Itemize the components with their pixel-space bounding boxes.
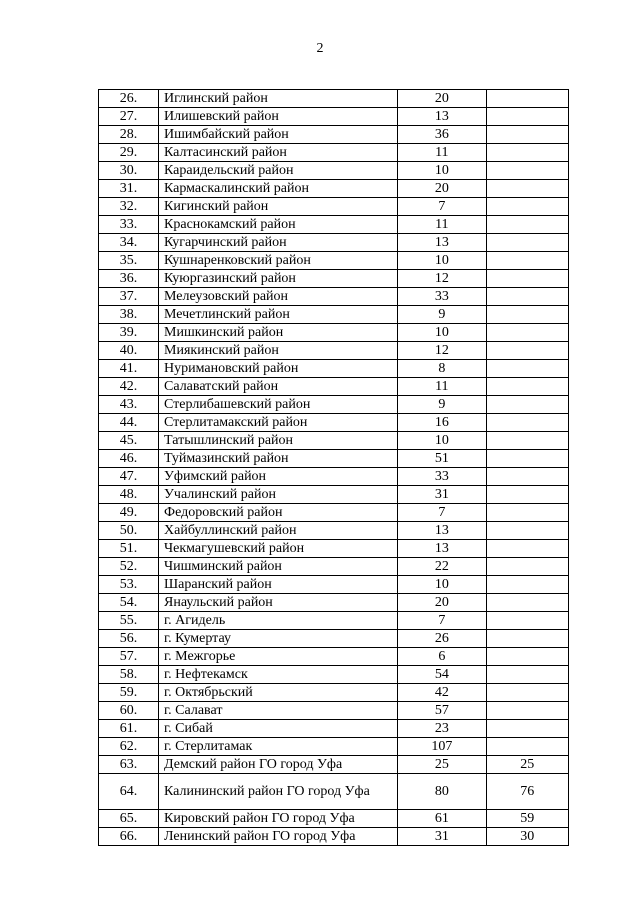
row-number: 26. <box>99 90 159 108</box>
row-district-name: Шаранский район <box>159 576 398 594</box>
table-row <box>99 486 569 504</box>
row-number: 62. <box>99 738 159 756</box>
row-value-1: 13 <box>398 234 487 252</box>
row-value-1: 20 <box>398 90 487 108</box>
row-value-2 <box>486 468 568 486</box>
row-number: 53. <box>99 576 159 594</box>
table-row <box>99 612 569 630</box>
table-row <box>99 558 569 576</box>
row-number: 27. <box>99 108 159 126</box>
row-district-name: Мечетлинский район <box>159 306 398 324</box>
row-number: 52. <box>99 558 159 576</box>
row-value-2 <box>486 720 568 738</box>
row-district-name: Ленинский район ГО город Уфа <box>159 828 398 846</box>
row-value-2 <box>486 702 568 720</box>
row-value-1: 51 <box>398 450 487 468</box>
row-district-name: Федоровский район <box>159 504 398 522</box>
row-number: 50. <box>99 522 159 540</box>
table-row <box>99 576 569 594</box>
table-row <box>99 468 569 486</box>
table-row <box>99 360 569 378</box>
row-value-2: 25 <box>486 756 568 774</box>
row-number: 34. <box>99 234 159 252</box>
row-value-1: 13 <box>398 540 487 558</box>
row-district-name: Стерлибашевский район <box>159 396 398 414</box>
table-row <box>99 180 569 198</box>
table-row <box>99 414 569 432</box>
row-number: 35. <box>99 252 159 270</box>
table-row <box>99 756 569 774</box>
row-value-2 <box>486 504 568 522</box>
row-number: 36. <box>99 270 159 288</box>
row-value-2: 76 <box>486 774 568 810</box>
row-value-1: 107 <box>398 738 487 756</box>
row-value-1: 11 <box>398 378 487 396</box>
row-district-name: г. Салават <box>159 702 398 720</box>
row-value-2: 59 <box>486 810 568 828</box>
row-value-2 <box>486 630 568 648</box>
row-value-1: 54 <box>398 666 487 684</box>
row-district-name: г. Октябрьский <box>159 684 398 702</box>
table-row <box>99 720 569 738</box>
districts-table <box>98 89 569 846</box>
row-value-1: 20 <box>398 594 487 612</box>
row-number: 37. <box>99 288 159 306</box>
row-district-name: Иглинский район <box>159 90 398 108</box>
row-value-2 <box>486 180 568 198</box>
row-district-name: г. Межгорье <box>159 648 398 666</box>
row-value-1: 25 <box>398 756 487 774</box>
row-value-2 <box>486 324 568 342</box>
row-district-name: Стерлитамакский район <box>159 414 398 432</box>
row-number: 42. <box>99 378 159 396</box>
row-value-2 <box>486 234 568 252</box>
table-row <box>99 252 569 270</box>
page-number: 2 <box>316 41 324 56</box>
row-value-1: 10 <box>398 576 487 594</box>
row-value-1: 10 <box>398 162 487 180</box>
table-row <box>99 540 569 558</box>
row-number: 41. <box>99 360 159 378</box>
row-district-name: Мишкинский район <box>159 324 398 342</box>
row-number: 38. <box>99 306 159 324</box>
row-value-1: 31 <box>398 486 487 504</box>
row-number: 32. <box>99 198 159 216</box>
row-district-name: Янаульский район <box>159 594 398 612</box>
row-value-1: 33 <box>398 468 487 486</box>
row-district-name: Куюргазинский район <box>159 270 398 288</box>
row-district-name: Чекмагушевский район <box>159 540 398 558</box>
row-number: 63. <box>99 756 159 774</box>
row-number: 46. <box>99 450 159 468</box>
row-value-1: 11 <box>398 144 487 162</box>
row-number: 29. <box>99 144 159 162</box>
row-number: 40. <box>99 342 159 360</box>
row-value-2 <box>486 648 568 666</box>
row-number: 49. <box>99 504 159 522</box>
table-row <box>99 684 569 702</box>
row-value-2 <box>486 558 568 576</box>
table-row <box>99 774 569 810</box>
table-row <box>99 216 569 234</box>
row-value-2: 30 <box>486 828 568 846</box>
row-district-name: Демский район ГО город Уфа <box>159 756 398 774</box>
row-number: 60. <box>99 702 159 720</box>
row-value-1: 9 <box>398 396 487 414</box>
table-row <box>99 324 569 342</box>
row-value-1: 22 <box>398 558 487 576</box>
row-number: 51. <box>99 540 159 558</box>
row-value-2 <box>486 738 568 756</box>
row-district-name: Мелеузовский район <box>159 288 398 306</box>
row-district-name: Чишминский район <box>159 558 398 576</box>
row-district-name: Учалинский район <box>159 486 398 504</box>
row-value-2 <box>486 522 568 540</box>
row-value-2 <box>486 288 568 306</box>
table-row <box>99 306 569 324</box>
row-value-2 <box>486 108 568 126</box>
row-number: 56. <box>99 630 159 648</box>
row-value-1: 57 <box>398 702 487 720</box>
table-row <box>99 342 569 360</box>
row-district-name: г. Стерлитамак <box>159 738 398 756</box>
table-row <box>99 648 569 666</box>
table-row <box>99 702 569 720</box>
row-value-1: 10 <box>398 252 487 270</box>
row-value-2 <box>486 90 568 108</box>
row-number: 43. <box>99 396 159 414</box>
table-row <box>99 810 569 828</box>
row-district-name: Караидельский район <box>159 162 398 180</box>
row-value-1: 11 <box>398 216 487 234</box>
row-value-2 <box>486 342 568 360</box>
row-value-2 <box>486 126 568 144</box>
row-district-name: Кировский район ГО город Уфа <box>159 810 398 828</box>
row-district-name: Миякинский район <box>159 342 398 360</box>
row-district-name: Хайбуллинский район <box>159 522 398 540</box>
table-row <box>99 828 569 846</box>
table-row <box>99 270 569 288</box>
row-district-name: Илишевский район <box>159 108 398 126</box>
row-number: 33. <box>99 216 159 234</box>
row-value-1: 13 <box>398 522 487 540</box>
row-district-name: Калтасинский район <box>159 144 398 162</box>
row-value-1: 16 <box>398 414 487 432</box>
row-number: 59. <box>99 684 159 702</box>
table-row <box>99 378 569 396</box>
row-value-1: 42 <box>398 684 487 702</box>
row-district-name: Ишимбайский район <box>159 126 398 144</box>
row-value-2 <box>486 162 568 180</box>
row-district-name: Уфимский район <box>159 468 398 486</box>
table-row <box>99 504 569 522</box>
row-value-1: 8 <box>398 360 487 378</box>
row-value-1: 7 <box>398 198 487 216</box>
row-number: 66. <box>99 828 159 846</box>
row-value-1: 9 <box>398 306 487 324</box>
row-value-1: 7 <box>398 612 487 630</box>
table-row <box>99 234 569 252</box>
row-number: 28. <box>99 126 159 144</box>
row-value-1: 12 <box>398 270 487 288</box>
row-value-1: 10 <box>398 432 487 450</box>
row-value-2 <box>486 270 568 288</box>
row-district-name: Нуримановский район <box>159 360 398 378</box>
table-row <box>99 162 569 180</box>
row-value-2 <box>486 486 568 504</box>
row-number: 61. <box>99 720 159 738</box>
row-value-1: 7 <box>398 504 487 522</box>
row-value-1: 6 <box>398 648 487 666</box>
table-row <box>99 90 569 108</box>
row-number: 55. <box>99 612 159 630</box>
row-value-1: 36 <box>398 126 487 144</box>
row-district-name: г. Кумертау <box>159 630 398 648</box>
table-row <box>99 738 569 756</box>
table-row <box>99 666 569 684</box>
row-district-name: Салаватский район <box>159 378 398 396</box>
row-value-1: 33 <box>398 288 487 306</box>
table-body <box>99 90 569 846</box>
row-value-1: 13 <box>398 108 487 126</box>
table-row <box>99 450 569 468</box>
row-number: 57. <box>99 648 159 666</box>
row-number: 39. <box>99 324 159 342</box>
row-value-2 <box>486 198 568 216</box>
row-value-2 <box>486 396 568 414</box>
row-value-2 <box>486 576 568 594</box>
row-value-1: 20 <box>398 180 487 198</box>
row-value-2 <box>486 216 568 234</box>
row-value-1: 26 <box>398 630 487 648</box>
row-value-2 <box>486 612 568 630</box>
table-row <box>99 108 569 126</box>
table-row <box>99 630 569 648</box>
row-district-name: Кугарчинский район <box>159 234 398 252</box>
row-district-name: г. Нефтекамск <box>159 666 398 684</box>
row-value-2 <box>486 144 568 162</box>
table-row <box>99 126 569 144</box>
row-value-2 <box>486 594 568 612</box>
row-value-2 <box>486 360 568 378</box>
row-number: 65. <box>99 810 159 828</box>
row-district-name: Кушнаренковский район <box>159 252 398 270</box>
row-value-2 <box>486 306 568 324</box>
row-number: 45. <box>99 432 159 450</box>
table-row <box>99 198 569 216</box>
table-row <box>99 288 569 306</box>
row-number: 44. <box>99 414 159 432</box>
table-row <box>99 594 569 612</box>
table-row <box>99 396 569 414</box>
row-number: 54. <box>99 594 159 612</box>
row-number: 58. <box>99 666 159 684</box>
table-row <box>99 522 569 540</box>
row-value-1: 10 <box>398 324 487 342</box>
row-district-name: г. Агидель <box>159 612 398 630</box>
row-number: 30. <box>99 162 159 180</box>
row-value-2 <box>486 684 568 702</box>
row-value-1: 23 <box>398 720 487 738</box>
row-value-1: 80 <box>398 774 487 810</box>
row-district-name: г. Сибай <box>159 720 398 738</box>
row-number: 47. <box>99 468 159 486</box>
row-district-name: Калининский район ГО город Уфа <box>159 774 398 810</box>
row-value-2 <box>486 540 568 558</box>
row-value-1: 31 <box>398 828 487 846</box>
row-number: 48. <box>99 486 159 504</box>
row-value-1: 61 <box>398 810 487 828</box>
row-value-2 <box>486 252 568 270</box>
row-value-1: 12 <box>398 342 487 360</box>
row-value-2 <box>486 666 568 684</box>
row-value-2 <box>486 450 568 468</box>
table-row <box>99 432 569 450</box>
row-district-name: Краснокамский район <box>159 216 398 234</box>
row-value-2 <box>486 414 568 432</box>
row-district-name: Туймазинский район <box>159 450 398 468</box>
row-value-2 <box>486 432 568 450</box>
row-value-2 <box>486 378 568 396</box>
row-number: 64. <box>99 774 159 810</box>
row-district-name: Татышлинский район <box>159 432 398 450</box>
row-district-name: Кармаскалинский район <box>159 180 398 198</box>
row-district-name: Кигинский район <box>159 198 398 216</box>
row-number: 31. <box>99 180 159 198</box>
table-row <box>99 144 569 162</box>
